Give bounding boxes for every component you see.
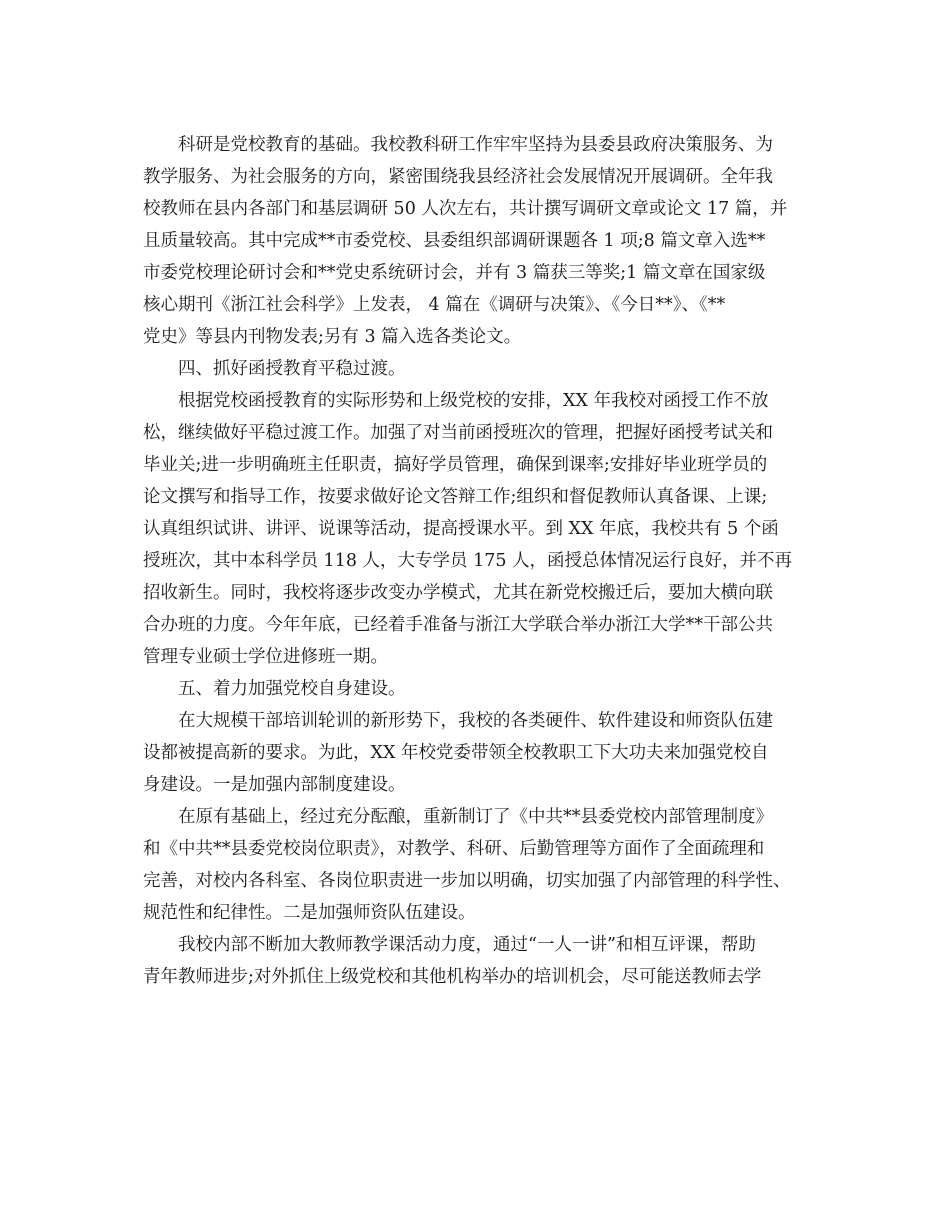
text-line: 在原有基础上，经过充分酝酿，重新制订了《中共**县委党校内部管理制度》: [178, 807, 773, 827]
text-line: 认真组织试讲、讲评、说课等活动，提高授课水平。到 XX 年底，我校共有 5 个函: [143, 519, 779, 539]
text-line: 管理专业硕士学位进修班一期。: [143, 647, 388, 667]
text-line: 松，继续做好平稳过渡工作。加强了对当前函授班次的管理，把握好函授考试关和: [143, 423, 773, 443]
text-line: 在大规模干部培训轮训的新形势下，我校的各类硬件、软件建设和师资队伍建: [178, 711, 773, 731]
text-line: 四、抓好函授教育平稳过渡。: [178, 359, 406, 379]
text-line: 招收新生。同时，我校将逐步改变办学模式，尤其在新党校搬迁后，要加大横向联: [143, 583, 773, 603]
text-line: 毕业关;进一步明确班主任职责，搞好学员管理，确保到课率;安排好毕业班学员的: [143, 455, 768, 475]
text-line: 核心期刊《浙江社会科学》上发表， 4 篇在《调研与决策》、《今日**》、《**: [143, 295, 726, 315]
document-body: [143, 129, 823, 993]
text-line: 授班次，其中本科学员 118 人，大专学员 175 人，函授总体情况运行良好，并不再: [143, 551, 793, 571]
text-line: 市委党校理论研讨会和**党史系统研讨会，并有 3 篇获三等奖;1 篇文章在国家级: [143, 263, 766, 283]
text-line: 和《中共**县委党校岗位职责》，对教学、科研、后勤管理等方面作了全面疏理和: [143, 839, 765, 859]
text-line: 党史》等县内刊物发表;另有 3 篇入选各类论文。: [143, 327, 522, 347]
text-line: 青年教师进步;对外抓住上级党校和其他机构举办的培训机会，尽可能送教师去学: [143, 967, 762, 987]
text-line: 校教师在县内各部门和基层调研 50 人次左右，共计撰写调研文章或论文 17 篇，并: [143, 199, 788, 219]
text-line: 科研是党校教育的基础。我校教科研工作牢牢坚持为县委县政府决策服务、为: [178, 135, 773, 155]
text-line: 论文撰写和指导工作，按要求做好论文答辩工作;组织和督促教师认真备课、上课;: [143, 487, 768, 507]
text-line: 根据党校函授教育的实际形势和上级党校的安排，XX 年我校对函授工作不放: [178, 391, 769, 411]
text-line: 五、着力加强党校自身建设。: [178, 679, 406, 699]
text-line: 教学服务、为社会服务的方向，紧密围绕我县经济社会发展情况开展调研。全年我: [143, 167, 773, 187]
text-line: 设都被提高新的要求。为此，XX 年校党委带领全校教职工下大功夫来加强党校自: [143, 743, 769, 763]
text-line: 且质量较高。其中完成**市委党校、县委组织部调研课题各 1 项;8 篇文章入选**: [143, 231, 766, 251]
text-line: 完善，对校内各科室、各岗位职责进一步加以明确，切实加强了内部管理的科学性、: [143, 871, 791, 891]
text-line: 规范性和纪律性。二是加强师资队伍建设。: [143, 903, 476, 923]
text-line: 身建设。一是加强内部制度建设。: [143, 775, 406, 795]
text-line: 合办班的力度。今年年底，已经着手准备与浙江大学联合举办浙江大学**干部公共: [143, 615, 773, 635]
text-line: 我校内部不断加大教师教学课活动力度，通过“一人一讲”和相互评课，帮助: [178, 935, 756, 955]
